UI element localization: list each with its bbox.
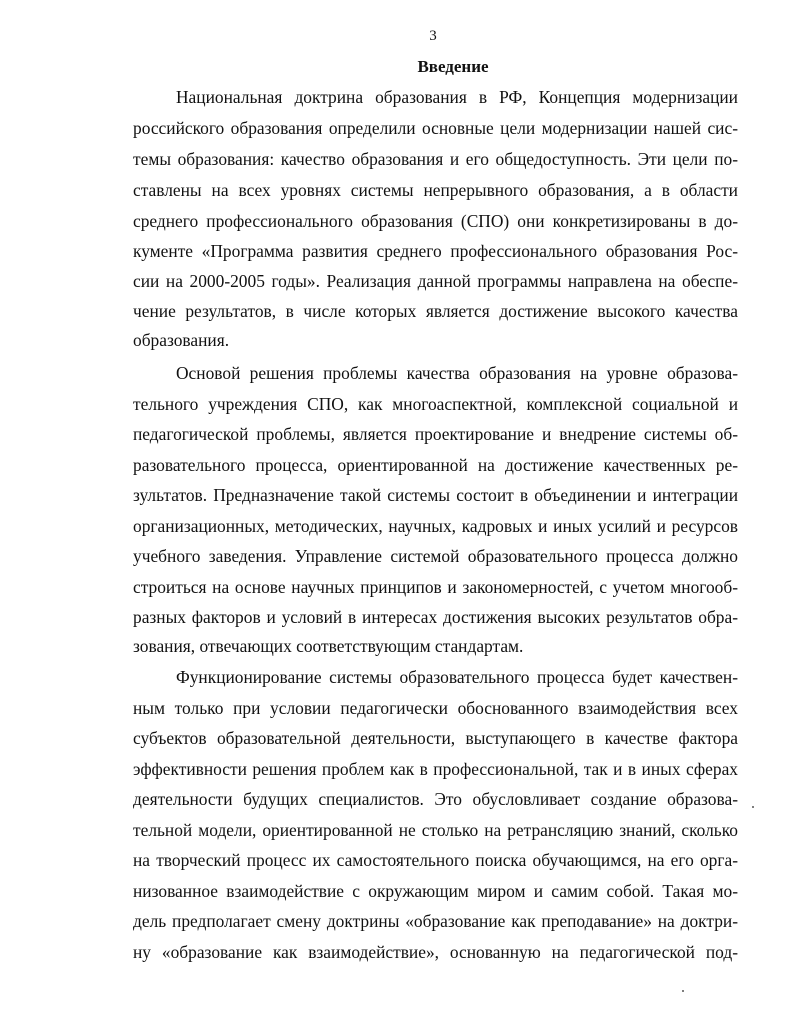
text-line: темы образования: качество образования и его общедоступность. Эти цели по-	[133, 149, 738, 169]
text-line: ставлены на всех уровнях системы непрерывного образования, а в области	[133, 180, 738, 200]
text-line: субъектов образовательной деятельности, выступающего в качестве фактора	[133, 728, 738, 748]
scan-speck	[682, 990, 684, 992]
text-line: эффективности решения проблем как в профессиональной, так и в иных сферах	[133, 759, 738, 779]
text-line: образования.	[133, 330, 230, 350]
text-line: учебного заведения. Управление системой образовательного процесса должно	[133, 546, 738, 566]
text-line: дель предполагает смену доктрины «образование как преподавание» на доктри-	[133, 911, 738, 931]
text-line: педагогической проблемы, является проектирование и внедрение системы об-	[133, 424, 738, 444]
text-line: строиться на основе научных принципов и закономерностей, с учетом многооб-	[133, 577, 738, 597]
text-line: тельной модели, ориентированной не столько на ретрансляцию знаний, сколько	[133, 820, 738, 840]
text-line: чение результатов, в числе которых является достижение высокого качества	[133, 301, 738, 321]
text-line: организационных, методических, научных, кадровых и иных усилий и ресурсов	[133, 516, 738, 536]
text-line: ным только при условии педагогически обоснованного взаимодействия всех	[133, 698, 738, 718]
text-line: тельного учреждения СПО, как многоаспектной, комплексной социальной и	[133, 394, 738, 414]
text-line: российского образования определили основные цели модернизации нашей сис-	[133, 118, 738, 138]
page-number: 3	[429, 28, 437, 44]
text-line: Национальная доктрина образования в РФ, Концепция модернизации	[176, 87, 738, 107]
text-line: зультатов. Предназначение такой системы состоит в объединении и интеграции	[133, 485, 738, 505]
text-line: деятельности будущих специалистов. Это обусловливает создание образова-	[133, 789, 738, 809]
text-line: Функционирование системы образовательного процесса будет качествен-	[176, 667, 738, 687]
text-line: среднего профессионального образования (СПО) они конкретизированы в до-	[133, 211, 738, 231]
text-line: ну «образование как взаимодействие», основанную на педагогической под-	[133, 942, 738, 962]
text-line: сии на 2000-2005 годы». Реализация данной программы направлена на обеспе-	[133, 271, 738, 291]
text-line: на творческий процесс их самостоятельного поиска обучающимся, на его орга-	[133, 850, 738, 870]
scan-speck	[752, 806, 754, 808]
text-line: Основой решения проблемы качества образования на уровне образова-	[176, 363, 738, 383]
text-line: низованное взаимодействие с окружающим миром и самим собой. Такая мо-	[133, 881, 738, 901]
text-line: разных факторов и условий в интересах достижения высоких результатов обра-	[133, 607, 738, 627]
text-line: зования, отвечающих соответствующим стандартам.	[133, 636, 524, 656]
text-line: кументе «Программа развития среднего профессионального образования Рос-	[133, 241, 738, 261]
page-title: Введение	[417, 57, 489, 76]
text-line: разовательного процесса, ориентированной на достижение качественных ре-	[133, 455, 738, 475]
